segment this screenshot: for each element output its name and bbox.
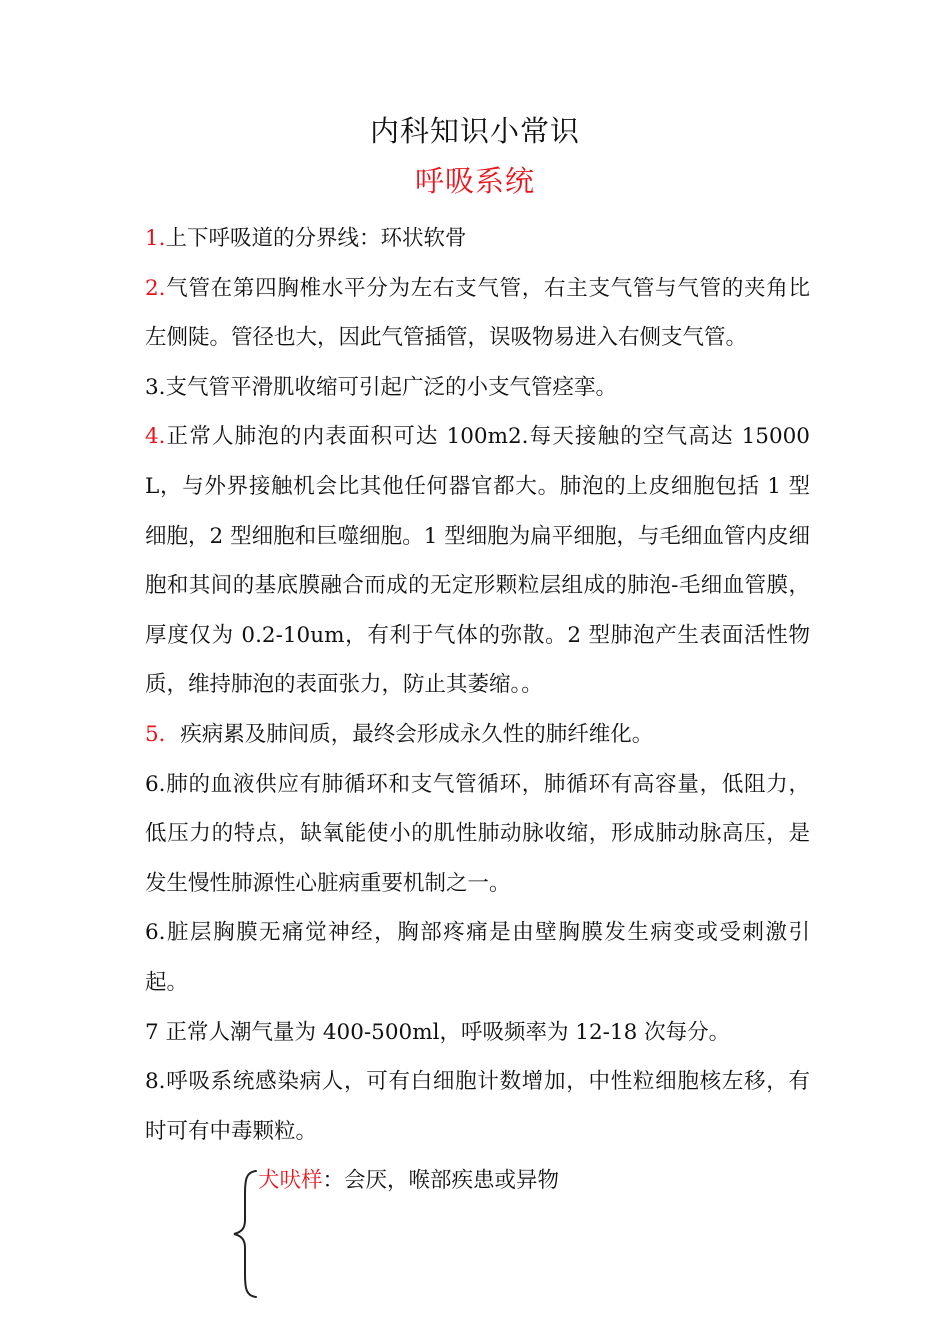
section-title: 呼吸系统 [414,164,535,198]
paragraph-number: 6. [145,771,166,797]
note-separator: ： [322,1168,345,1193]
paragraph-8 [145,1008,810,1058]
paragraph-7 [145,908,810,1007]
document-body [145,214,810,1156]
cough-type-note [258,1163,559,1199]
paragraph-text: 正常人潮气量为 400-500ml，呼吸频率为 12-18 次每分。 [165,1019,731,1045]
note-text: 会厌，喉部疾患或异物 [344,1168,560,1193]
paragraph-number: 4. [145,424,166,450]
note-term: 犬吠样 [258,1168,323,1193]
paragraph-text: 疾病累及肺间质，最终会形成永久性的肺纤维化。 [180,721,654,747]
paragraph-text: 上下呼吸道的分界线：环状软骨 [165,226,467,251]
paragraph-number: 3. [145,374,166,400]
paragraph-number: 6. [145,920,166,946]
paragraph-text: 支气管平滑肌收缩可引起广泛的小支气管痉挛。 [165,374,618,400]
paragraph-number: 5． [145,721,181,747]
paragraph-6 [145,760,810,909]
paragraph-5 [145,710,810,760]
paragraph-9 [145,1057,810,1156]
paragraph-number: 8. [145,1069,166,1095]
paragraph-text: 呼吸系统感染病人，可有白细胞计数增加，中性粒细胞核左移，有时可有中毒颗粒。 [145,1069,810,1144]
paragraph-1 [145,214,810,264]
paragraph-text: 气管在第四胸椎水平分为左右支气管，右主支气管与气管的夹角比左侧陡。管径也大，因此气管插管，误吸物易进入右侧支气管。 [145,275,810,351]
paragraph-number: 7 [145,1019,166,1045]
paragraph-number: 2. [145,275,166,301]
paragraph-text: 肺的血液供应有肺循环和支气管循环，肺循环有高容量，低阻力，低压力的特点，缺氧能使小的肌性肺动脉收缩，形成肺动脉高压，是发生慢性肺源性心脏病重要机制之一。 [145,771,810,896]
paragraph-text: 脏层胸膜无痛觉神经，胸部疼痛是由壁胸膜发生病变或受刺激引起。 [145,920,810,995]
paragraph-4 [145,412,810,710]
document-title: 内科知识小常识 [369,114,580,148]
paragraph-3 [145,363,810,413]
paragraph-number: 1. [145,226,166,251]
paragraph-2 [145,264,810,363]
paragraph-text: 正常人肺泡的内表面积可达 100m2.每天接触的空气高达 15000L，与外界接触机会比其他任何器官都大。肺泡的上皮细胞包括 1 型细胞，2 型细胞和巨噬细胞。1 型细胞为扁平细胞，与毛细血管内皮细胞和其间的基底膜融合而成的无定形颗粒层组成的肺泡-毛细血管膜，厚度仅为 0.2-10um，有利于气体的弥散。2 型肺泡产生表面活性物质，维持肺泡的表面张力，防止其萎缩。。 [145,424,810,698]
